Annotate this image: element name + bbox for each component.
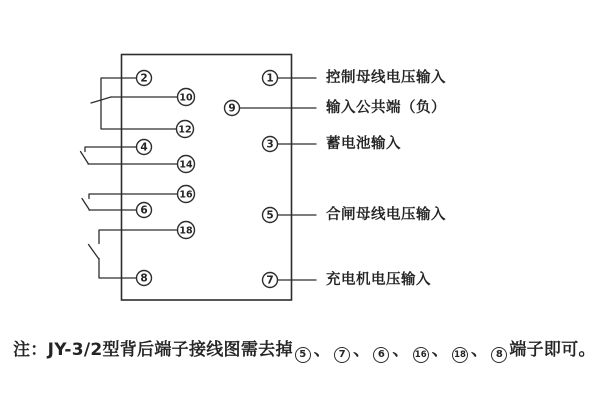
footnote-circled-18: 18 xyxy=(452,347,468,363)
terminal-5-label: 合闸母线电压输入 xyxy=(326,207,446,223)
footnote-separator: 、 xyxy=(471,340,489,360)
footnote-suffix: 端子即可。 xyxy=(509,340,596,360)
terminal-6-number: 6 xyxy=(140,204,148,217)
terminal-3-label: 蓄电池输入 xyxy=(326,136,401,152)
terminal-2-number: 2 xyxy=(140,72,148,85)
footnote-circled-6: 6 xyxy=(373,347,389,363)
footnote-separator: 、 xyxy=(431,340,450,360)
terminal-9-label: 输入公共端（负） xyxy=(326,100,446,116)
footnote-circled-8: 8 xyxy=(491,347,507,363)
footnote-circled-7: 7 xyxy=(334,347,350,363)
terminal-9-number: 9 xyxy=(228,102,236,115)
terminal-4-number: 4 xyxy=(140,141,148,154)
footnote-circled-5: 5 xyxy=(295,347,311,363)
terminal-18-lead xyxy=(99,230,178,244)
footnote-circled-16: 16 xyxy=(413,347,429,363)
contact-arm-c xyxy=(82,199,90,211)
terminal-16-number: 16 xyxy=(179,189,193,201)
footnote-separator: 、 xyxy=(353,340,371,360)
terminal-7-number: 7 xyxy=(266,274,274,287)
footnote-prefix: 注：JY-3/2型背后端子接线图需去掉 xyxy=(13,340,293,360)
terminal-3-number: 3 xyxy=(266,138,274,151)
terminal-14-number: 14 xyxy=(179,159,193,171)
contact-arm-b xyxy=(81,152,89,165)
terminal-2-12-bracket xyxy=(101,78,177,129)
footnote xyxy=(13,335,596,363)
footnote-separator: 、 xyxy=(313,340,332,360)
terminal-1-label: 控制母线电压输入 xyxy=(326,70,446,86)
terminal-7-label: 充电机电压输入 xyxy=(326,272,431,288)
terminal-4-lead xyxy=(85,147,137,152)
terminal-16-lead xyxy=(89,194,178,199)
terminal-8-lead xyxy=(99,259,137,279)
terminal-18-number: 18 xyxy=(179,225,193,237)
terminal-5-number: 5 xyxy=(266,209,274,222)
terminal-8-number: 8 xyxy=(140,272,148,285)
footnote-separator: 、 xyxy=(392,340,410,360)
device-outline-box xyxy=(122,55,292,301)
terminal-10-number: 10 xyxy=(179,92,193,104)
terminal-1-number: 1 xyxy=(266,72,274,85)
contact-arm-d xyxy=(89,245,99,259)
terminal-12-number: 12 xyxy=(178,124,192,136)
